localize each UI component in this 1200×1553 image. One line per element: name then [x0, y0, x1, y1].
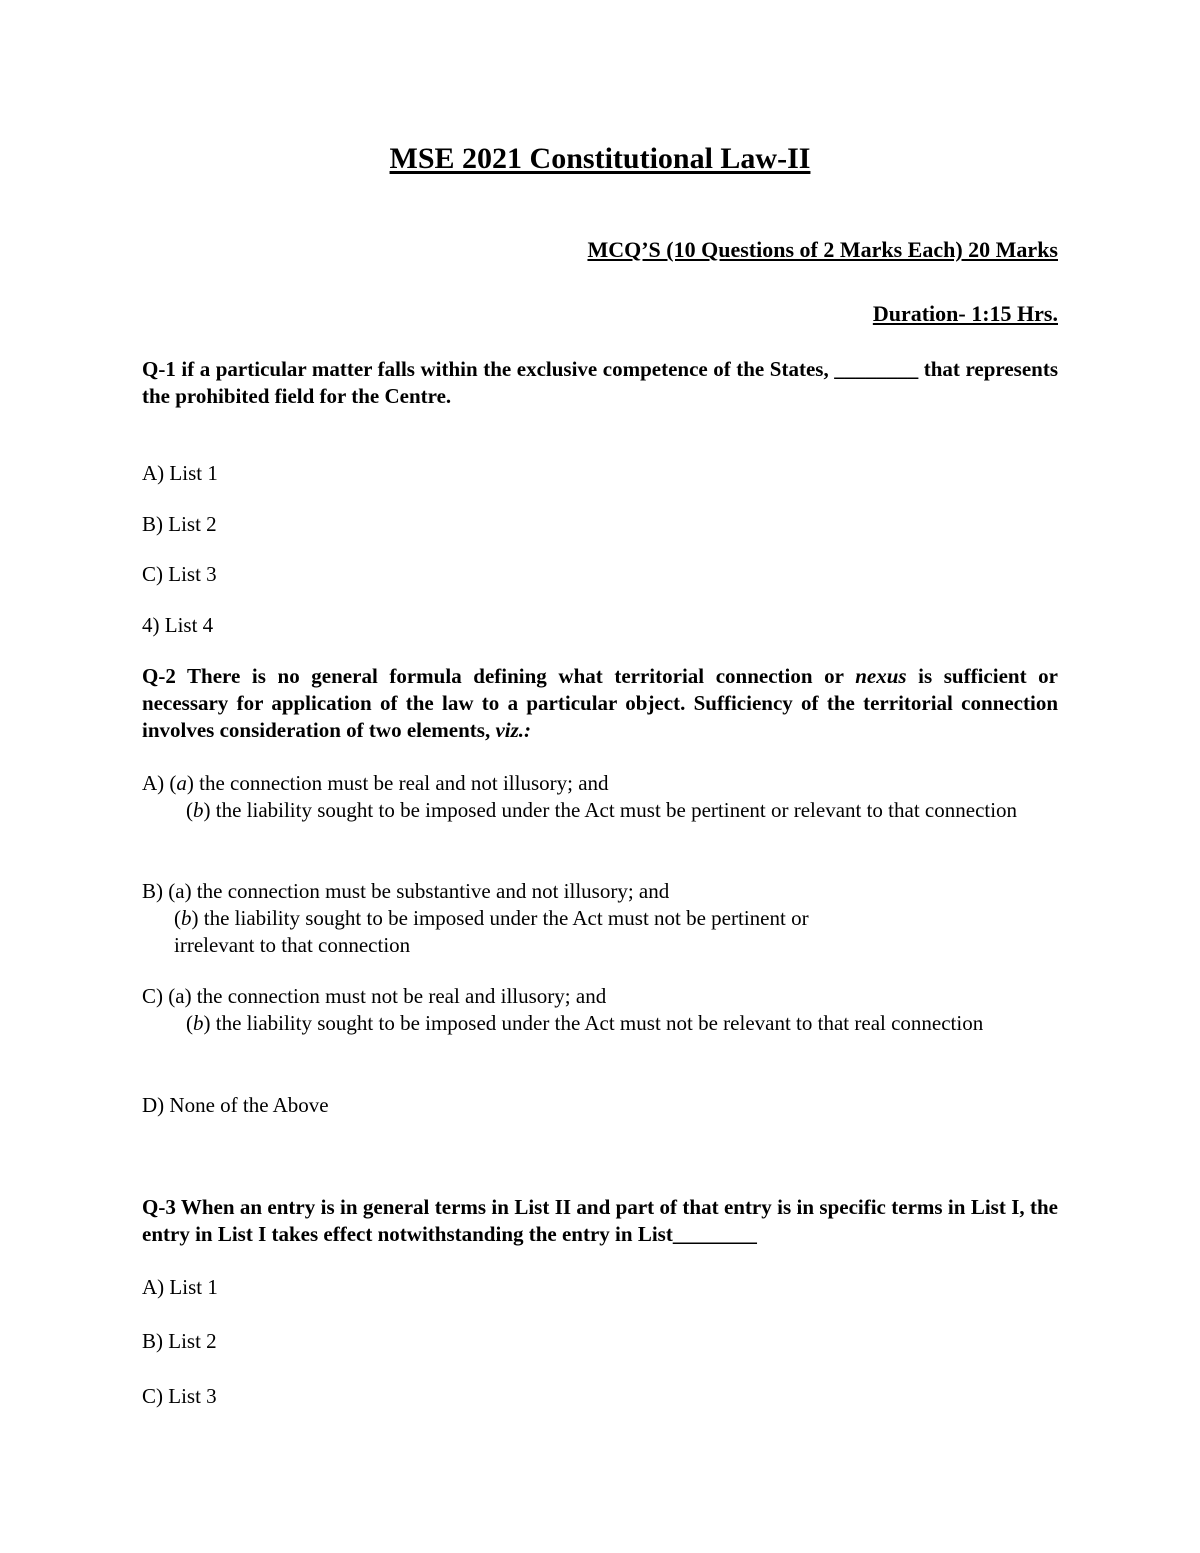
q2-nexus: nexus	[855, 664, 907, 688]
q2-option-c-line2: (b) the liability sought to be imposed under the Act must not be relevant to that real connection	[186, 1011, 984, 1035]
question-3: Q-3 When an entry is in general terms in List II and part of that entry is in specific terms in List I, the entry in List I takes effect notwithstanding the entry in List________	[142, 1195, 1058, 1246]
q2-option-b-line3: irrelevant to that connection	[174, 933, 411, 957]
q1-option-a: A) List 1	[142, 461, 218, 485]
q2-option-a	[142, 770, 1058, 824]
q1-option-b: B) List 2	[142, 512, 217, 536]
q2-text-part2: is sufficient or necessary for application of the law to a particular object. Sufficiency of the territorial connection involves consideration of two elements,	[142, 664, 1058, 742]
question-1: Q-1 if a particular matter falls within the exclusive competence of the States, ________ that represents the prohibited field for the Centre.	[142, 357, 1058, 408]
q2-option-c	[142, 983, 1058, 1037]
q3-option-b: B) List 2	[142, 1329, 217, 1353]
q3-option-c: C) List 3	[142, 1384, 217, 1408]
q2-option-c-line1: C) (a) the connection must not be real and illusory; and	[142, 984, 607, 1008]
q2-option-b-line1: B) (a) the connection must be substantive and not illusory; and	[142, 879, 670, 903]
q2-option-b	[142, 878, 1058, 959]
q3-option-a: A) List 1	[142, 1275, 218, 1299]
q2-option-a-line2: (b) the liability sought to be imposed under the Act must be pertinent or relevant to that connection	[186, 798, 1018, 822]
q1-option-c: C) List 3	[142, 562, 217, 586]
q2-option-a-line1: A) (a) the connection must be real and not illusory; and	[142, 771, 609, 795]
q2-viz: viz.:	[495, 718, 532, 742]
mcq-info: MCQ’S (10 Questions of 2 Marks Each) 20 Marks	[587, 237, 1058, 262]
q2-option-d: D) None of the Above	[142, 1093, 329, 1117]
duration: Duration- 1:15 Hrs.	[872, 301, 1058, 326]
q2-option-b-line2: (b) the liability sought to be imposed under the Act must not be pertinent or	[174, 906, 809, 930]
page-title: MSE 2021 Constitutional Law-II	[389, 142, 811, 175]
q2-text-part1: Q-2 There is no general formula defining what territorial connection or	[142, 664, 856, 688]
q1-option-d: 4) List 4	[142, 613, 214, 637]
question-2	[142, 663, 1058, 744]
